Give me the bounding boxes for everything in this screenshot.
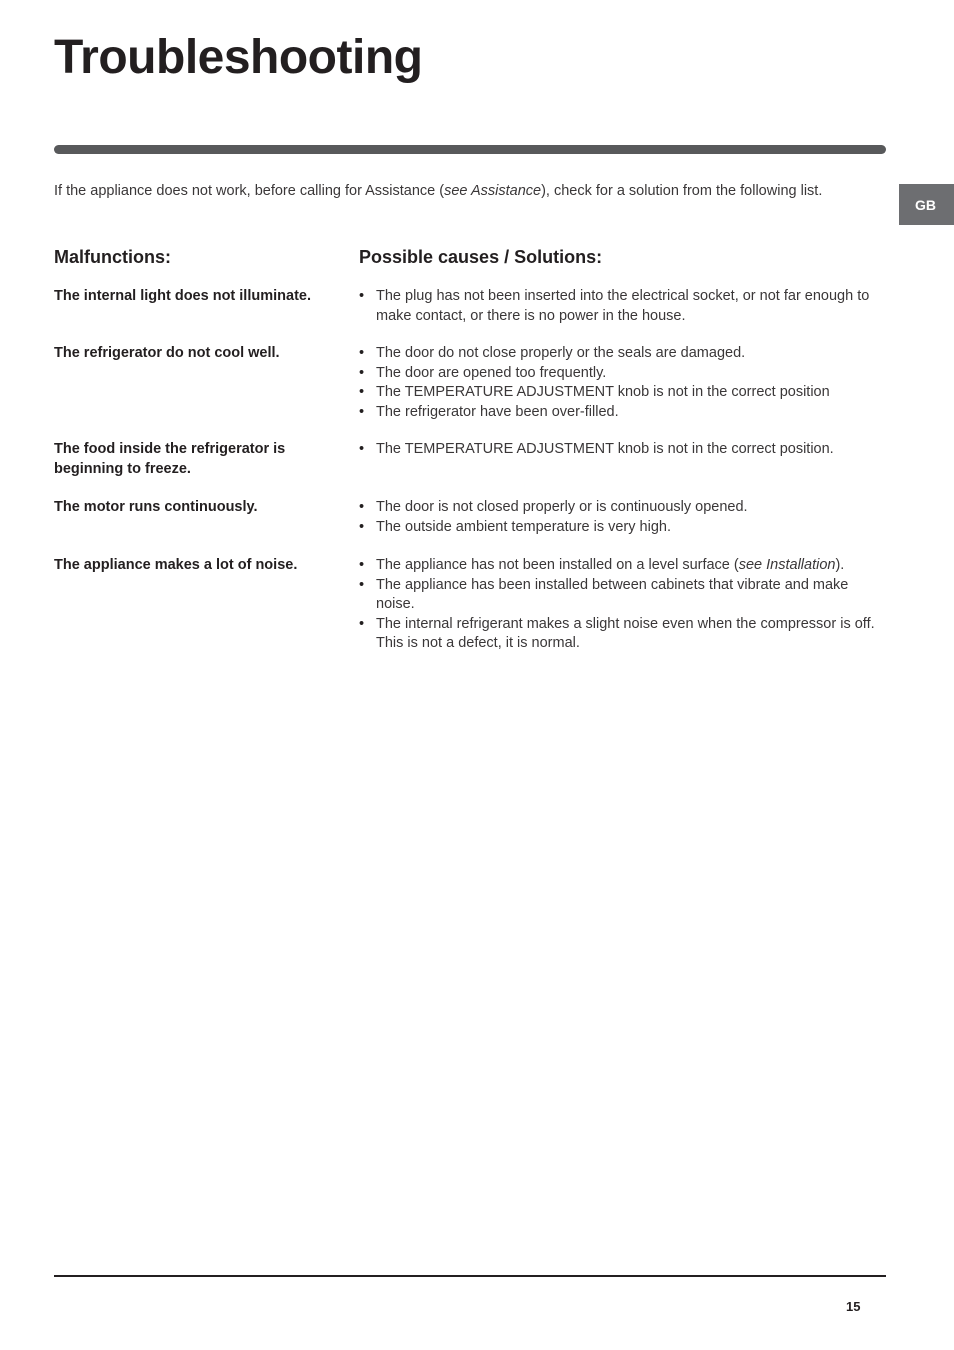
cause-list [359,498,886,537]
malfunction-label: The internal light does not illuminate. [54,288,311,304]
cause-item: • The outside ambient temperature is very high. [359,518,886,538]
cause-item: • The refrigerator have been over-filled. [359,403,886,423]
cause-list [359,556,886,654]
intro-paragraph [54,181,884,201]
cause-item: • The plug has not been inserted into the electrical socket, or not far enough to make contact, or there is no power in the house. [359,287,886,326]
intro-text-after: ), check for a solution from the following list. [541,183,823,199]
cause-item: • The door do not close properly or the seals are damaged. [359,344,886,364]
malfunction-label: The appliance makes a lot of noise. [54,557,298,573]
cause-list [359,440,886,460]
cause-item: • The door are opened too frequently. [359,364,886,384]
intro-text-before: If the appliance does not work, before calling for Assistance ( [54,183,445,199]
page-title: Troubleshooting [54,31,423,84]
malfunction-label: The refrigerator do not cool well. [54,345,280,361]
cause-text-after: ). [835,557,845,573]
cause-text-before: The appliance has not been installed on a level surface ( [376,557,739,573]
language-tab: GB [899,184,954,225]
cause-item [359,556,886,576]
see-installation-reference: see Installation [738,557,836,573]
title-divider [54,145,886,154]
cause-item: • The TEMPERATURE ADJUSTMENT knob is not in the correct position. [359,440,886,460]
cause-item: • The door is not closed properly or is continuously opened. [359,498,886,518]
cause-list [359,344,886,422]
solutions-heading: Possible causes / Solutions: [359,247,603,267]
malfunctions-heading: Malfunctions: [54,247,171,267]
see-assistance-reference: see Assistance [444,183,542,199]
cause-item: • The appliance has been installed between cabinets that vibrate and make noise. [359,576,886,615]
malfunction-label: The motor runs continuously. [54,499,258,515]
page-number: 15 [846,1299,861,1314]
malfunction-label: The food inside the refrigerator is beginning to freeze. [54,441,286,477]
cause-item: • The TEMPERATURE ADJUSTMENT knob is not in the correct position [359,383,886,403]
footer-divider [54,1275,886,1277]
cause-item: • The internal refrigerant makes a slight noise even when the compressor is off. This is not a defect, it is normal. [359,615,886,654]
cause-list [359,287,886,326]
